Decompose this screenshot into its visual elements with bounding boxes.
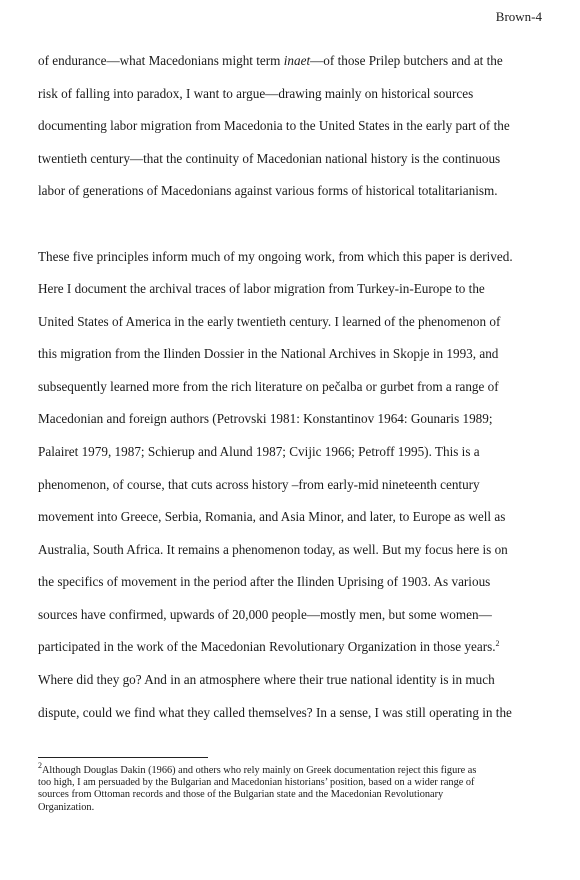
paragraph-2-line-15: dispute, could we find what they called themselves? In a sense, I was still operating in the — [38, 705, 512, 720]
footnote-line-2: too high, I am persuaded by the Bulgarian and Macedonian historians’ position, based on a wider range of — [38, 777, 475, 789]
footnote-reference[interactable]: 2 — [495, 639, 500, 648]
paragraph-1-line-4: twentieth century—that the continuity of Macedonian national history is the continuous — [38, 151, 501, 166]
paragraph-1-line-3: documenting labor migration from Macedonia to the United States in the early part of the — [38, 118, 510, 133]
paragraph-2-line-2: Here I document the archival traces of labor migration from Turkey-in-Europe to the — [38, 281, 485, 296]
paragraph-2-line-9: movement into Greece, Serbia, Romania, and Asia Minor, and later, to Europe as well as — [38, 509, 506, 524]
text-segment: —of those Prilep butchers and at the — [310, 53, 503, 68]
paragraph-2-line-12: sources have confirmed, upwards of 20,000 people—mostly men, but some women— — [38, 607, 492, 622]
paragraph-2-line-5: subsequently learned more from the rich literature on pečalba or gurbet from a range of — [38, 379, 499, 394]
paragraph-2-line-1: These five principles inform much of my ongoing work, from which this paper is derived. — [38, 249, 513, 264]
paragraph-2-line-4: this migration from the Ilinden Dossier in the National Archives in Skopje in 1993, and — [38, 346, 499, 361]
paragraph-1-line-5: labor of generations of Macedonians against various forms of historical totalitarianism. — [38, 183, 498, 198]
paragraph-2-line-14: Where did they go? And in an atmosphere where their true national identity is in much — [38, 672, 495, 687]
running-head: Brown-4 — [495, 9, 542, 24]
footnote-line-4: Organization. — [38, 801, 95, 813]
paragraph-1-line-1 — [38, 53, 503, 69]
text-segment: Although Douglas Dakin (1966) and others who rely mainly on Greek documentation reject this figure as — [42, 765, 477, 776]
paragraph-2-line-6: Macedonian and foreign authors (Petrovski 1981: Konstantinov 1964: Gounaris 1989; — [38, 411, 493, 426]
paragraph-2-line-8: phenomenon, of course, that cuts across history –from early-mid nineteenth century — [38, 477, 480, 492]
paragraph-2-line-7: Palairet 1979, 1987; Schierup and Alund 1987; Cvijic 1966; Petroff 1995). This is a — [38, 444, 480, 459]
paragraph-2-line-10: Australia, South Africa. It remains a phenomenon today, as well. But my focus here is on — [38, 542, 508, 557]
footnote-line-3: sources from Ottoman records and those of the Bulgarian state and the Macedonian Revolutionary — [38, 789, 444, 801]
italic-term: inaet — [283, 53, 311, 68]
text-segment: of endurance—what Macedonians might term — [38, 53, 284, 68]
paragraph-2-line-3: United States of America in the early twentieth century. I learned of the phenomenon of — [38, 314, 501, 329]
footnote-divider — [38, 757, 208, 758]
text-segment: participated in the work of the Macedonian Revolutionary Organization in those years. — [38, 639, 496, 654]
paragraph-1-line-2: risk of falling into paradox, I want to argue—drawing mainly on historical sources — [38, 86, 474, 101]
footnote-line-1 — [38, 761, 558, 777]
footnote — [38, 761, 558, 814]
paragraph-2-line-13 — [38, 639, 500, 655]
footnote-marker: 2 — [38, 761, 42, 770]
paragraph-2-line-11: the specifics of movement in the period after the Ilinden Uprising of 1903. As various — [38, 574, 491, 589]
